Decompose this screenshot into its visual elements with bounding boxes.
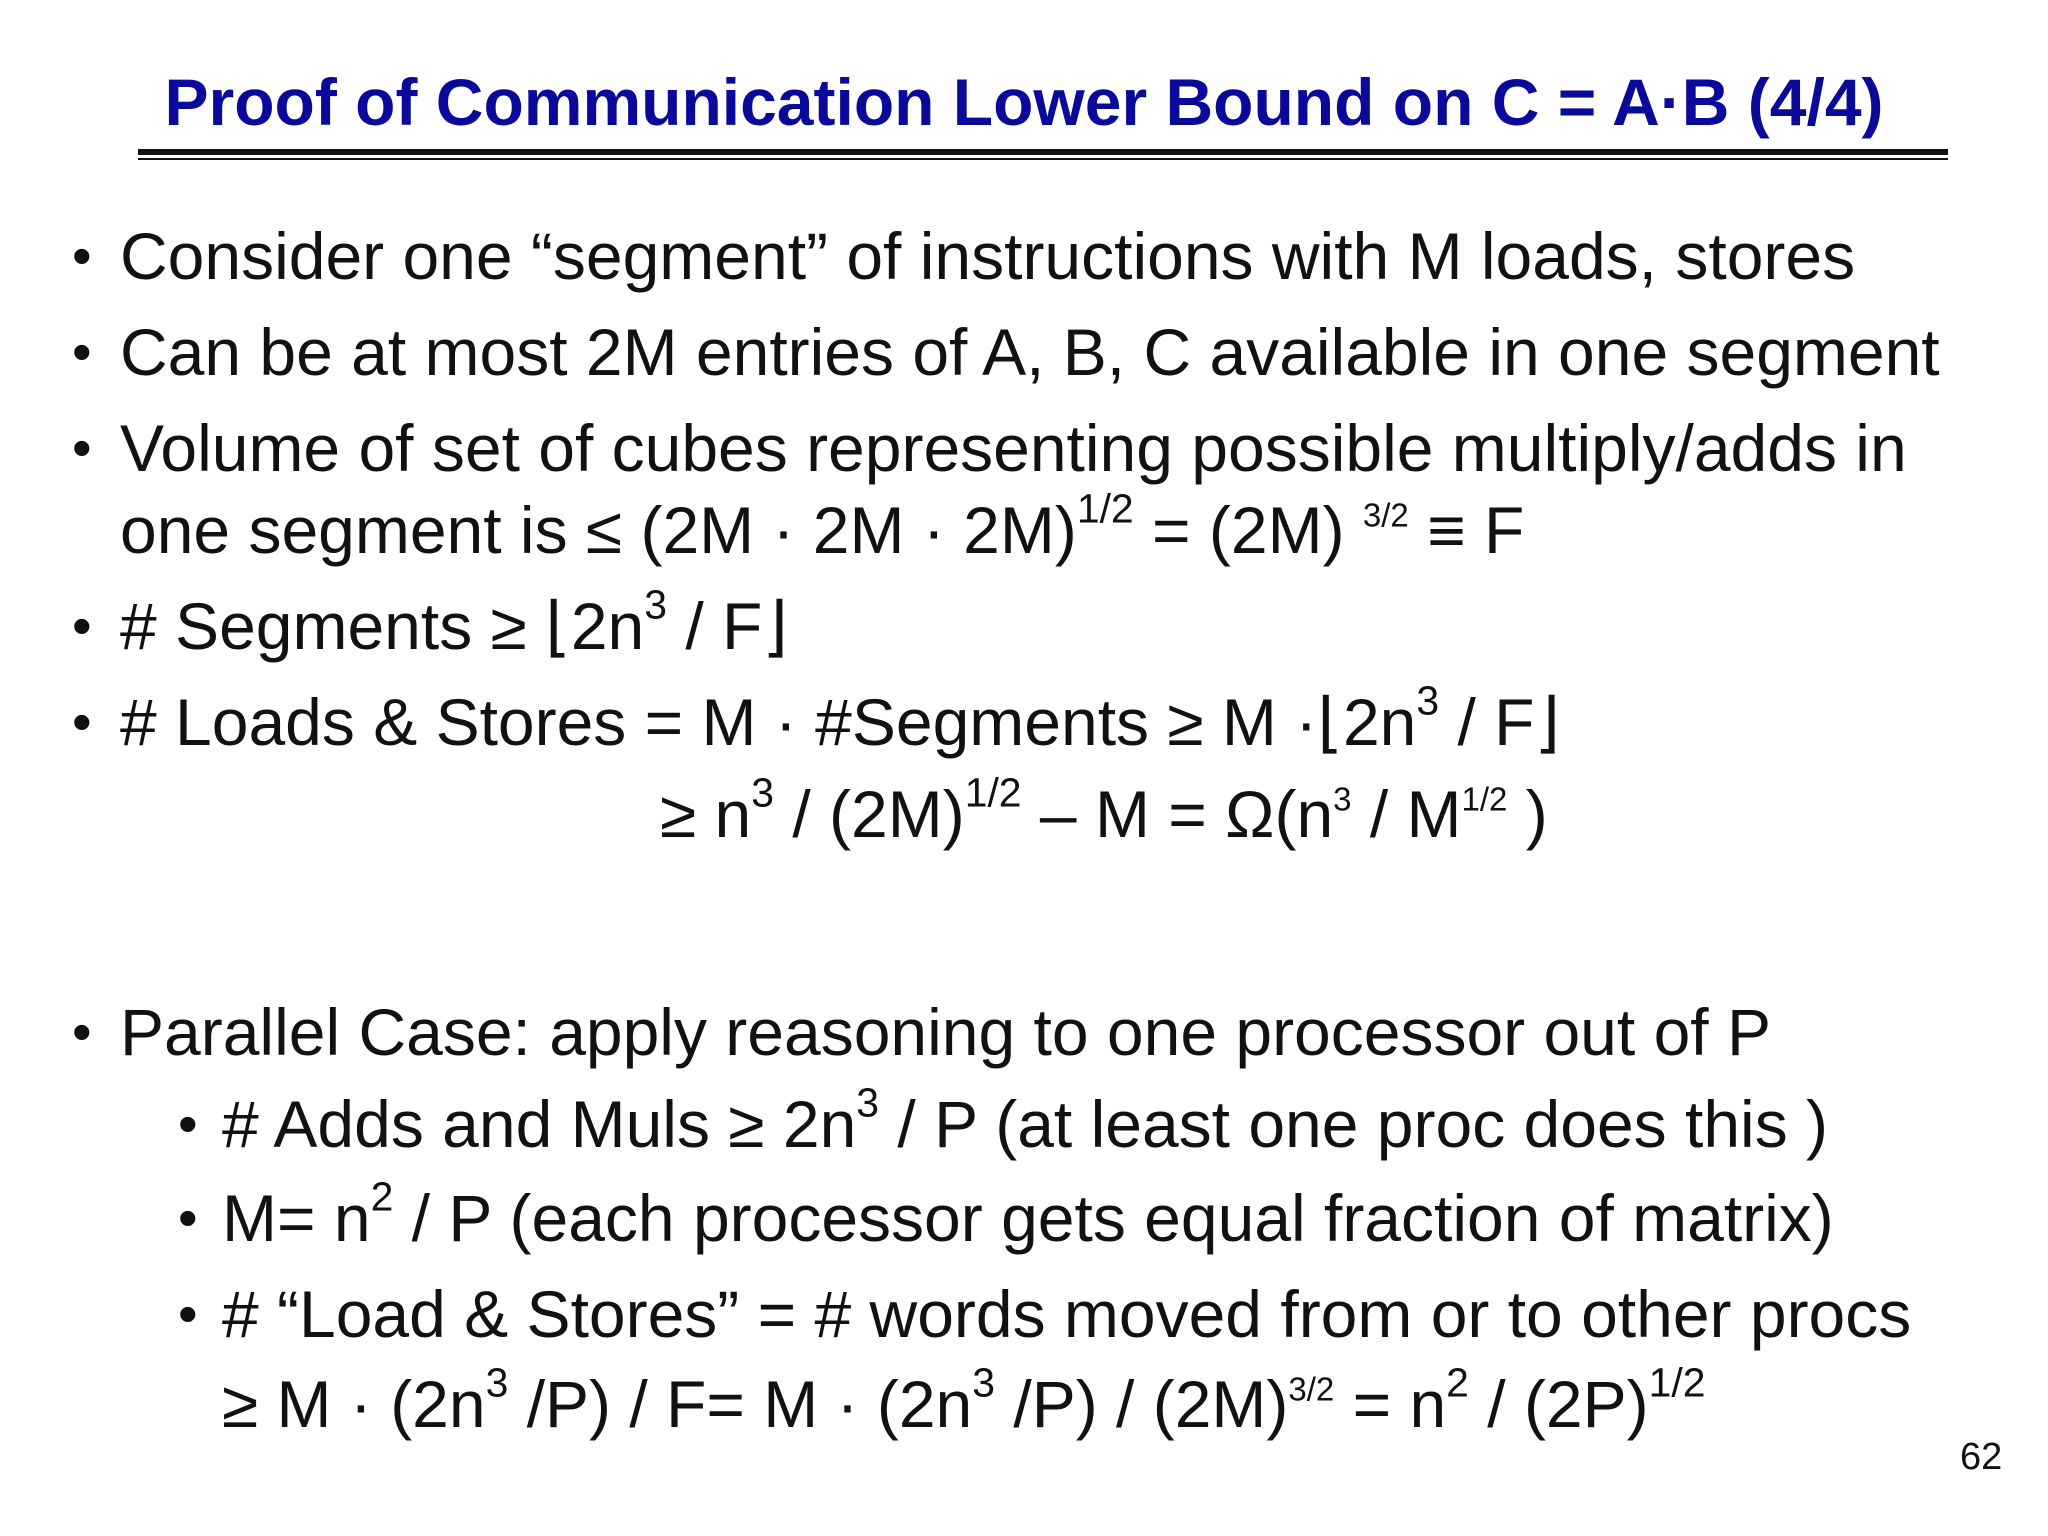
title-rule-thin	[138, 158, 1948, 160]
bullet-text-segments-count: # Segments ≥ $⌊2n^3$ / F⌋	[120, 581, 789, 663]
bullet-dot: •	[72, 1000, 92, 1063]
sub-bullet-load-stores-bound: ≥ $M \cdot (2n^3$ $/P) / F= M \cdot (2n^3$ $/P) / (2M)^{3/2} = n^2 / (2P)^{1/2}$	[222, 1359, 1706, 1441]
bullet-text-loads-stores-bound: ≥ $n^3 / (2M)^{1/2} - M = \Omega(n^3 / M^{1/2}$ )	[660, 769, 1548, 851]
title-rule	[138, 149, 1948, 155]
bullet-text-volume: Volume of set of cubes representing possible multiply/adds in	[120, 411, 1907, 485]
bullet-text-volume-continued: one segment is ≤ $(2M \cdot 2M \cdot 2M)^{1/2} = (2M)$ $^{3/2}$ ≡ F	[120, 485, 1525, 567]
sub-bullet-dot: •	[178, 1282, 198, 1345]
bullet-dot: •	[72, 594, 92, 657]
bullet-text-loads-stores: # Loads & Stores = M · #Segments ≥ $M \cdot⌊2n^3$ / F⌋	[120, 677, 1561, 759]
sub-bullet-dot: •	[178, 1092, 198, 1155]
bullet-dot: •	[72, 224, 92, 287]
bullet-text-entries: Can be at most 2M entries of A, B, C available in one segment	[120, 315, 1940, 389]
page-number: 62	[1960, 1436, 2003, 1478]
bullet-text-parallel-case: Parallel Case: apply reasoning to one processor out of P	[120, 995, 1771, 1069]
sub-bullet-memory: $M= n^2 / P$ (each processor gets equal fraction of matrix)	[222, 1173, 1834, 1255]
slide-title: Proof of Communication Lower Bound on C = A·B (4/4)	[164, 65, 1884, 139]
bullet-dot: •	[72, 320, 92, 383]
sub-bullet-dot: •	[178, 1186, 198, 1249]
bullet-dot: •	[72, 416, 92, 479]
bullet-dot: •	[72, 690, 92, 753]
bullet-text-segment: Consider one “segment” of instructions with M loads, stores	[120, 219, 1856, 293]
sub-bullet-load-stores: # “Load & Stores” = # words moved from or to other procs	[222, 1277, 1912, 1351]
sub-bullet-adds-muls: # Adds and Muls ≥ $2n^3$ / P (at least one proc does this )	[222, 1079, 1829, 1161]
